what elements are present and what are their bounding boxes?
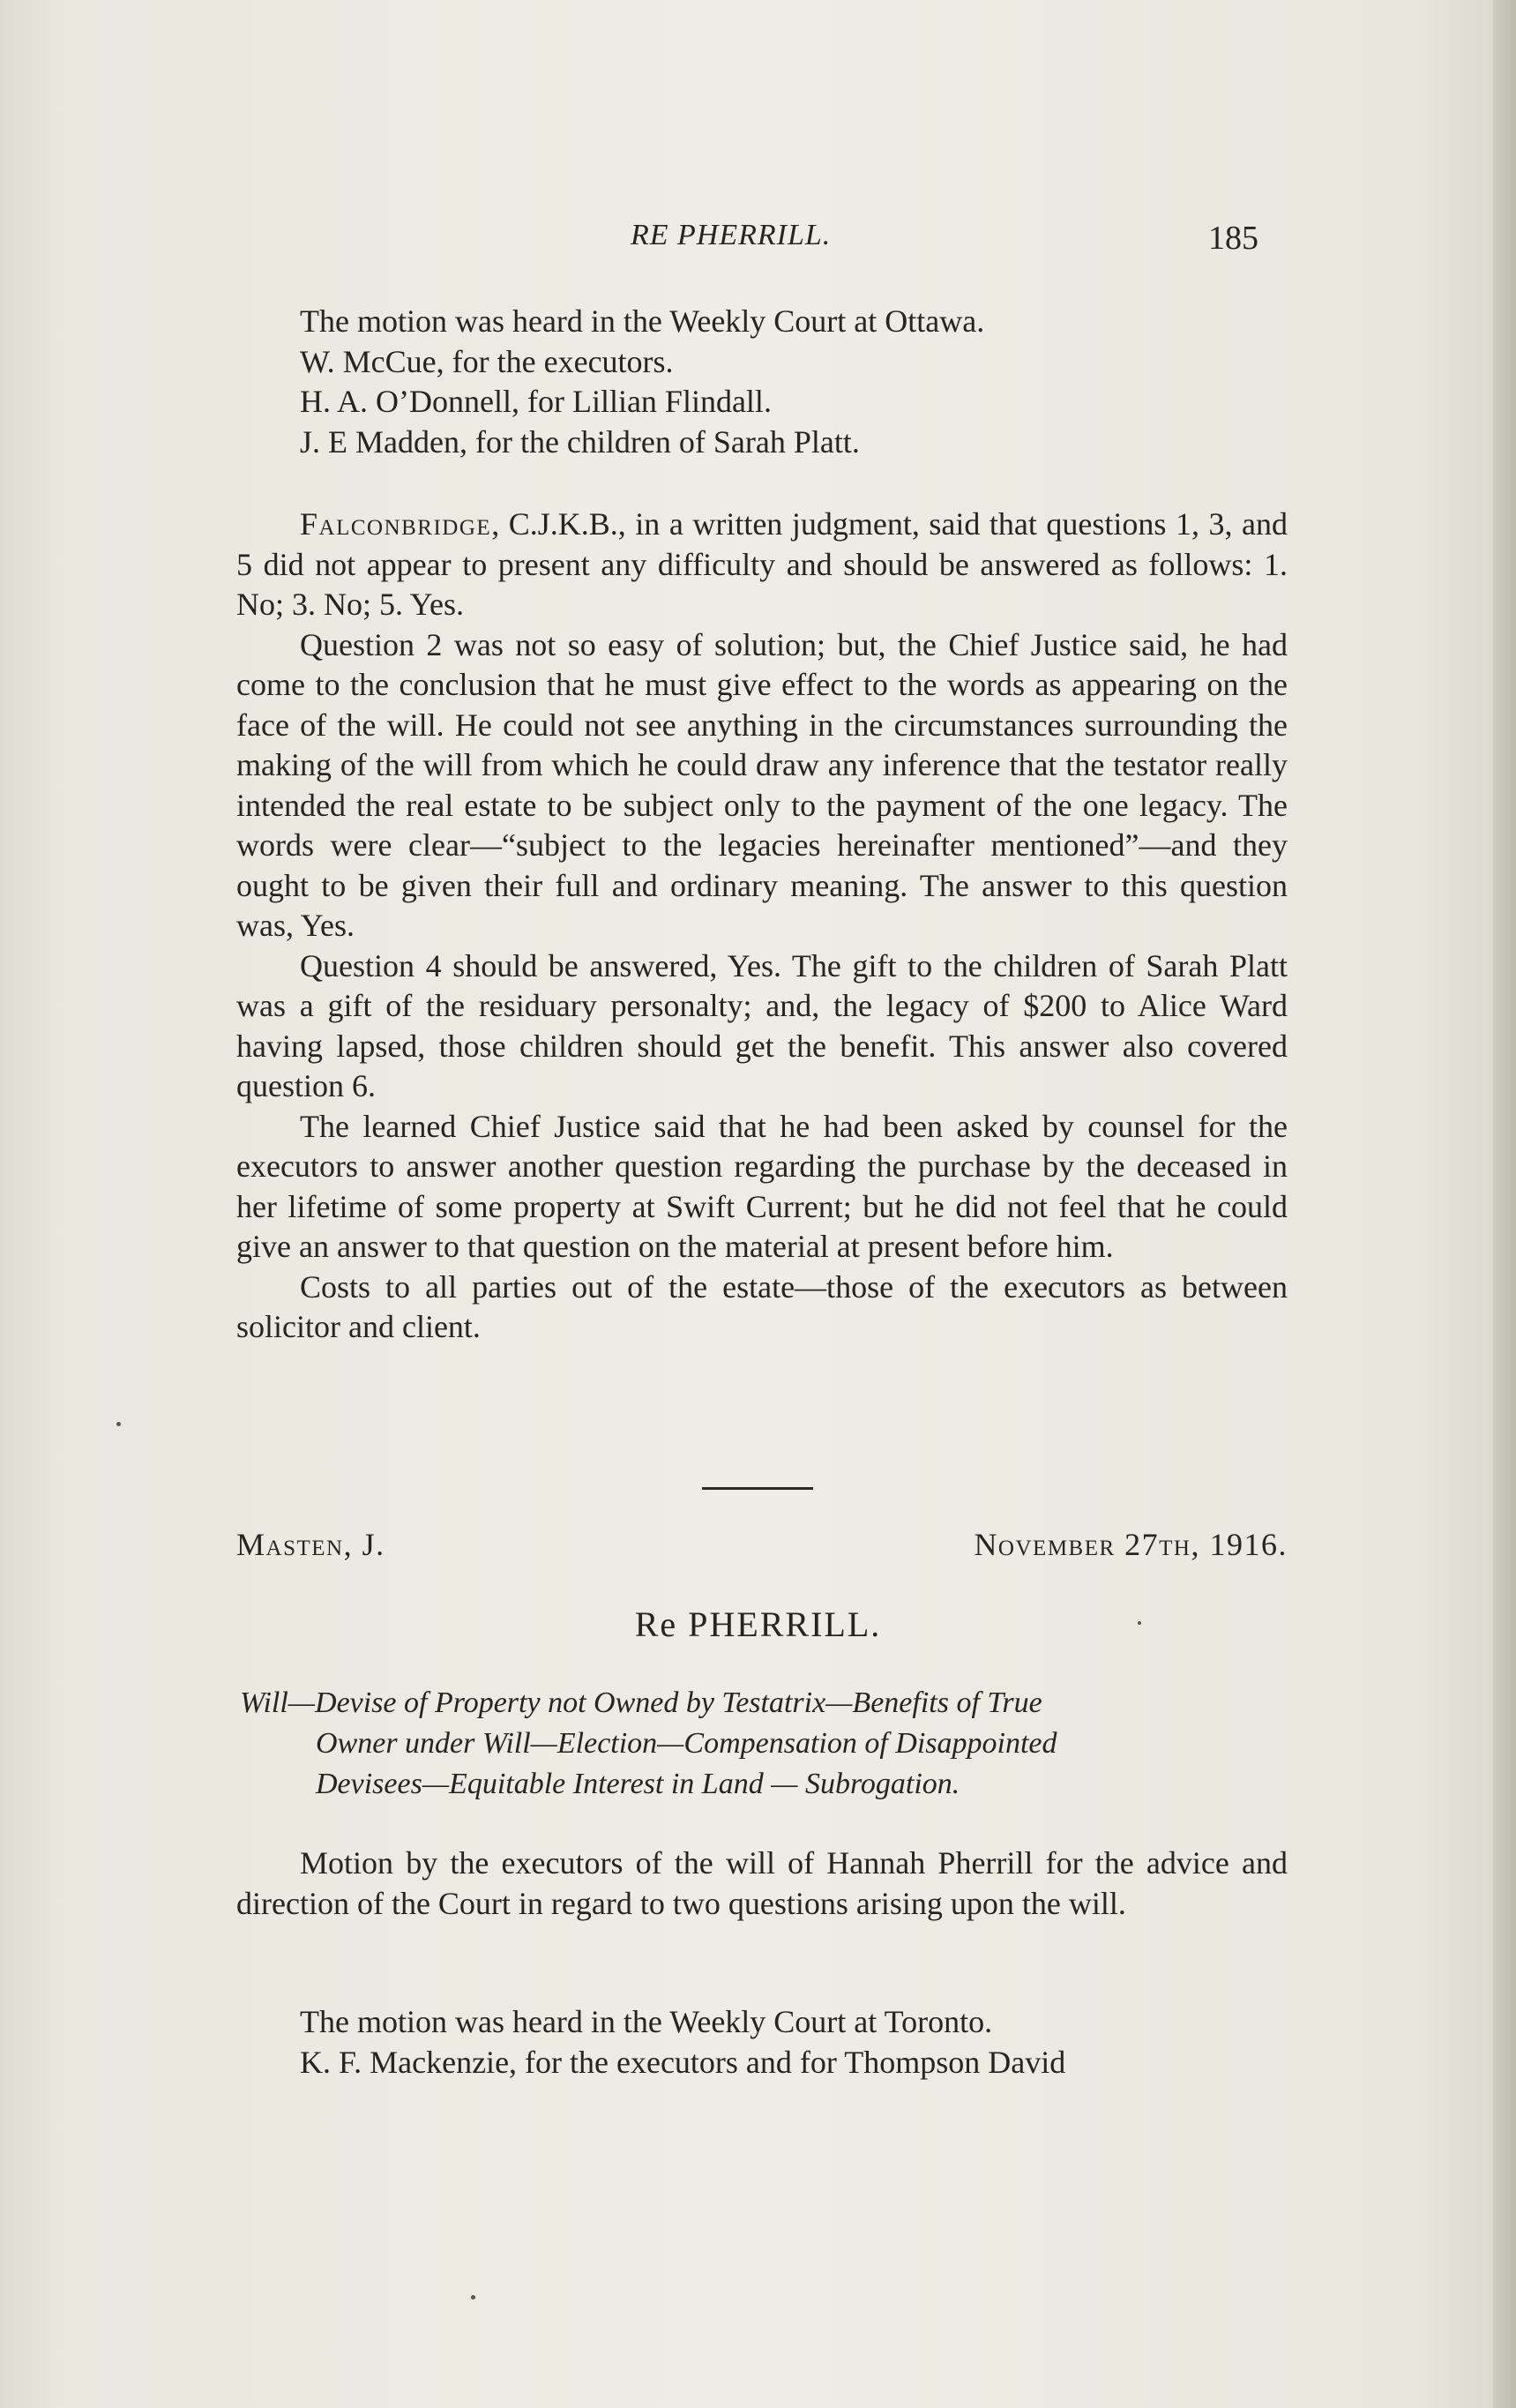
paper-speck bbox=[1138, 1621, 1141, 1625]
judgment-paragraph bbox=[236, 505, 1288, 625]
judge-name: Falconbridge bbox=[300, 506, 492, 542]
catchwords bbox=[240, 1683, 1288, 1805]
case-title: Re PHERRILL. bbox=[634, 1604, 882, 1644]
counsel-line: H. A. O’Donnell, for Lillian Flindall. bbox=[300, 384, 772, 419]
case-judge: Masten, J. bbox=[236, 1527, 385, 1562]
page-header bbox=[0, 219, 1516, 257]
judgment-paragraph: The learned Chief Justice said that he had been asked by counsel for the executors to answer another question regarding the purchase by the deceased in her lifetime of some property at Swift Current; but he did not feel that he could give an answer to that question on the material at present before him. bbox=[236, 1108, 1288, 1264]
catchword-line: Will—Devise of Property not Owned by Testatrix—Benefits of True bbox=[240, 1686, 1042, 1719]
counsel-line: W. McCue, for the executors. bbox=[300, 343, 674, 379]
catchword-line: Devisees—Equitable Interest in Land — Subrogation. bbox=[316, 1768, 960, 1800]
case-byline bbox=[236, 1526, 1288, 1568]
counsel-line: J. E Madden, for the children of Sarah Platt. bbox=[300, 423, 860, 460]
judgment-body bbox=[236, 505, 1288, 1348]
catchword-line: Owner under Will—Election—Compensation of Disappointed bbox=[316, 1727, 1057, 1760]
hearing-line: The motion was heard in the Weekly Court at Ottawa. bbox=[300, 303, 985, 339]
case-date: November 27th, 1916. bbox=[974, 1527, 1288, 1562]
paper-speck bbox=[471, 2295, 475, 2300]
paper-speck bbox=[116, 1422, 121, 1426]
judgment-paragraph: Question 4 should be answered, Yes. The gift to the children of Sarah Platt was a gift of the residuary personalty; and, the legacy of $200 to Alice Ward having lapsed, those children should get the benefit. This answer also covered question 6. bbox=[236, 947, 1288, 1103]
counsel-list bbox=[236, 302, 1288, 462]
section-divider bbox=[702, 1487, 813, 1490]
motion-paragraph-block bbox=[236, 1843, 1288, 1924]
hearing-line: The motion was heard in the Weekly Court at Toronto. bbox=[300, 2004, 993, 2039]
judgment-paragraph: Costs to all parties out of the estate—those of the executors as between solicitor and client. bbox=[236, 1268, 1288, 1344]
second-counsel-list bbox=[236, 2002, 1288, 2083]
page-number: 185 bbox=[1208, 220, 1258, 257]
judgment-first-text: , C.J.K.B., in a written judgment, said that questions 1, 3, and 5 did not appear to present any difficulty and should be answered as follows: 1. No; 3. No; 5. Yes. bbox=[236, 506, 1288, 622]
page-spine-shadow bbox=[1493, 0, 1516, 2408]
judgment-paragraph: Question 2 was not so easy of solution; but, the Chief Justice said, he had come to the conclusion that he must give effect to the words as appearing on the face of the will. He could not see anything in the circumstances surrounding the making of the will from which he could draw any inference that the testator really intended the real estate to be subject only to the payment of the one legacy. The words were clear—“subject to the legacies hereinafter mentioned”—and they ought to be given their full and ordinary meaning. The answer to this question was, Yes. bbox=[236, 626, 1288, 943]
running-head: RE PHERRILL. bbox=[631, 219, 832, 251]
motion-paragraph: Motion by the executors of the will of Hannah Pherrill for the advice and direction of the Court in regard to two questions arising upon the will. bbox=[236, 1845, 1288, 1921]
counsel-line: K. F. Mackenzie, for the executors and for Thompson David bbox=[300, 2044, 1066, 2080]
